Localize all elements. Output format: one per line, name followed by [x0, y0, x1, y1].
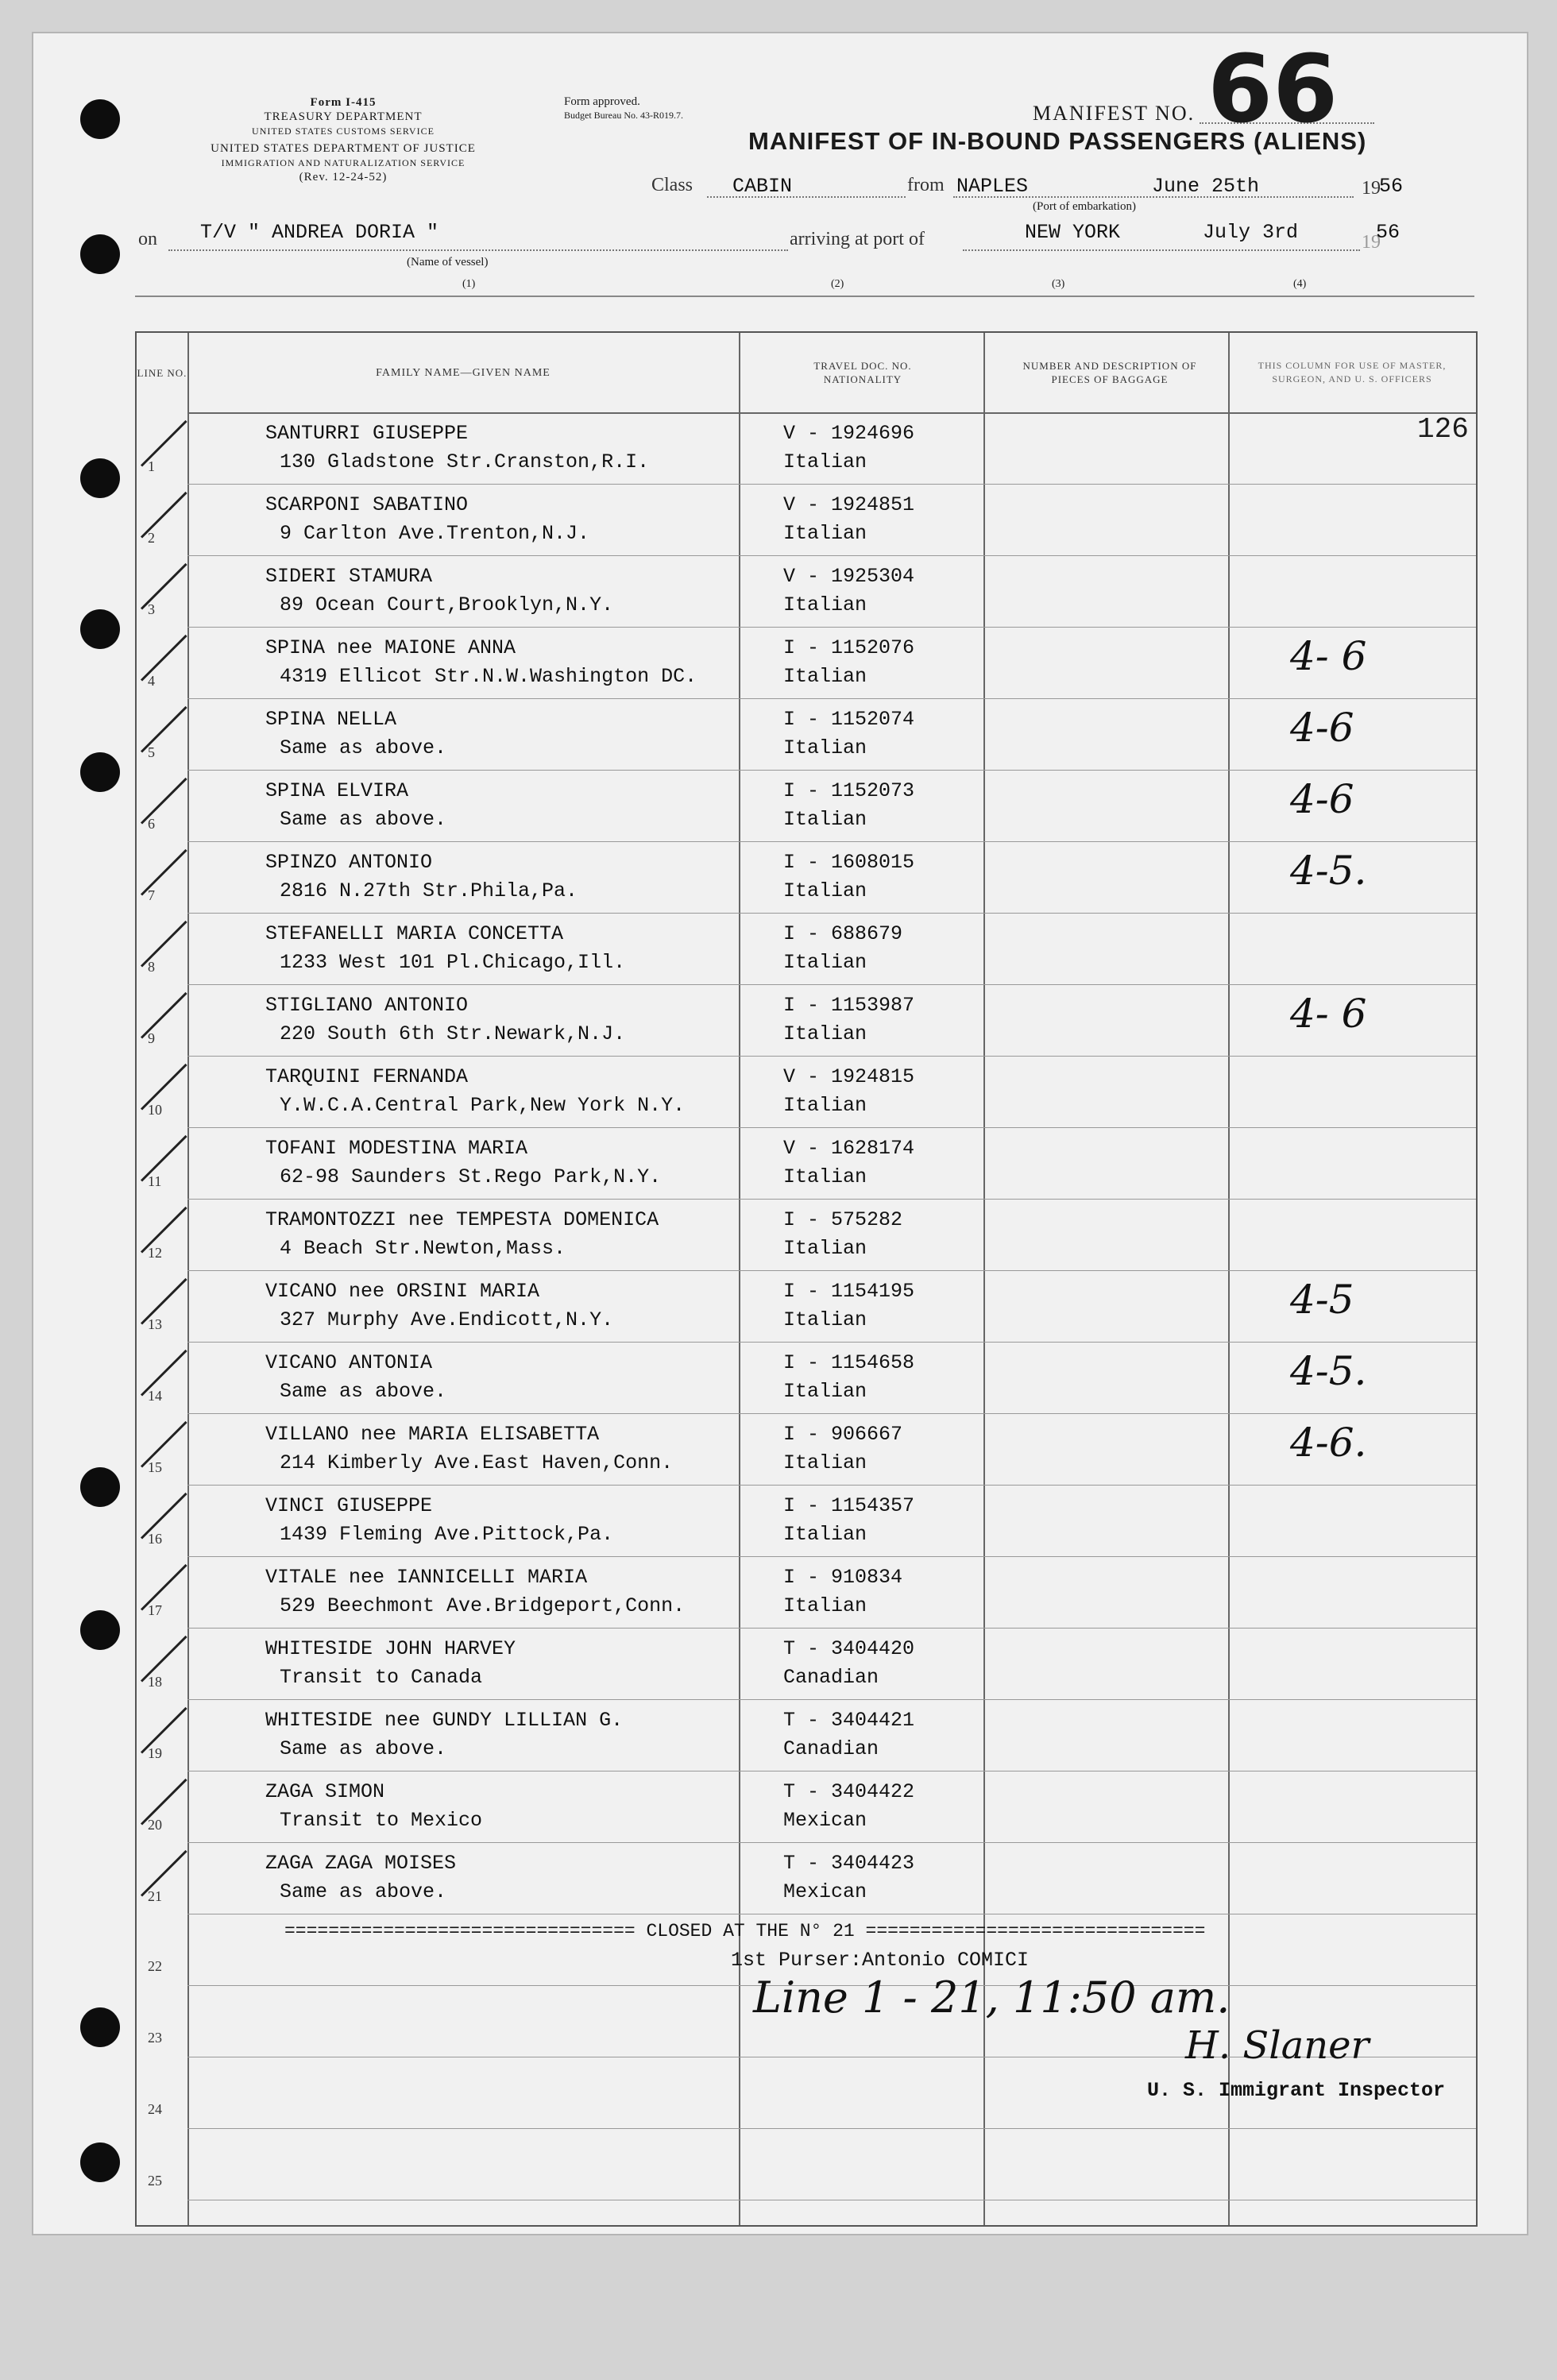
travel-doc-number: V - 1628174: [783, 1137, 915, 1160]
line-number: 4: [148, 673, 155, 689]
passenger-address: 130 Gladstone Str.Cranston,R.I.: [280, 450, 650, 473]
travel-doc-number: I - 910834: [783, 1566, 903, 1589]
empty-table-row: [137, 2128, 1476, 2200]
passenger-name: SIDERI STAMURA: [265, 565, 433, 588]
passenger-name: STEFANELLI MARIA CONCETTA: [265, 922, 564, 945]
passenger-address: 4319 Ellicot Str.N.W.Washington DC.: [280, 665, 697, 688]
from-value: NAPLES: [956, 175, 1029, 198]
arriving-label: arriving at port of: [790, 229, 925, 249]
travel-doc-number: I - 1152076: [783, 636, 915, 659]
line-number: 5: [148, 744, 155, 760]
arrival-year: 56: [1376, 221, 1401, 244]
nationality: Canadian: [783, 1666, 879, 1689]
passenger-name: SPINA ELVIRA: [265, 779, 409, 802]
nationality: Italian: [783, 1165, 867, 1188]
line-number: 8: [148, 959, 155, 975]
form-number: Form I-415: [310, 96, 377, 109]
closed-at-line: ================================ CLOSED AT THE N° 21 ===============================: [284, 1921, 1206, 1941]
travel-doc-number: I - 1152074: [783, 708, 915, 731]
from-label: from: [907, 175, 945, 195]
col-header-line-no: LINE NO.: [137, 366, 187, 379]
nationality: Italian: [783, 665, 867, 688]
departure-year: 56: [1379, 175, 1404, 198]
vessel-name: T/V " ANDREA DORIA ": [200, 221, 439, 244]
passenger-name: WHITESIDE JOHN HARVEY: [265, 1637, 516, 1660]
passenger-address: Same as above.: [280, 1380, 447, 1403]
travel-doc-number: T - 3404420: [783, 1637, 915, 1660]
col-num-4: (4): [1293, 278, 1307, 290]
passenger-address: Same as above.: [280, 736, 447, 759]
on-label: on: [138, 229, 157, 249]
travel-doc-number: T - 3404423: [783, 1852, 915, 1875]
officer-mark: 4-5.: [1290, 848, 1367, 894]
page-reference-number: 126: [1417, 413, 1469, 446]
nationality: Italian: [783, 879, 867, 902]
nationality: Mexican: [783, 1809, 867, 1832]
passenger-name: SPINA nee MAIONE ANNA: [265, 636, 516, 659]
table-row: [137, 984, 1476, 1056]
col-header-name: FAMILY NAME—GIVEN NAME: [376, 366, 551, 379]
nationality: Mexican: [783, 1880, 867, 1903]
budget-bureau: Budget Bureau No. 43-R019.7.: [564, 110, 683, 121]
passenger-name: VITALE nee IANNICELLI MARIA: [265, 1566, 588, 1589]
passenger-name: SPINA NELLA: [265, 708, 397, 731]
nationality: Italian: [783, 1594, 867, 1617]
dept-customs: UNITED STATES CUSTOMS SERVICE: [252, 126, 435, 137]
passenger-address: 1233 West 101 Pl.Chicago,Ill.: [280, 951, 626, 974]
line-number: 15: [148, 1459, 162, 1475]
passenger-address: Transit to Mexico: [280, 1809, 483, 1832]
table-row: [137, 1270, 1476, 1342]
travel-doc-number: I - 906667: [783, 1423, 903, 1446]
passenger-address: 529 Beechmont Ave.Bridgeport,Conn.: [280, 1594, 686, 1617]
passenger-address: Same as above.: [280, 808, 447, 831]
departure-date: June 25th: [1152, 175, 1260, 198]
nationality: Italian: [783, 450, 867, 473]
col-num-3: (3): [1052, 278, 1065, 290]
nationality: Italian: [783, 1308, 867, 1331]
travel-doc-number: V - 1925304: [783, 565, 915, 588]
line-number: 20: [148, 1817, 162, 1833]
punch-hole: [80, 609, 120, 649]
line-number: 21: [148, 1888, 162, 1904]
dept-justice: UNITED STATES DEPARTMENT OF JUSTICE: [211, 142, 476, 155]
passenger-name: TRAMONTOZZI nee TEMPESTA DOMENICA: [265, 1208, 659, 1231]
passenger-name: VINCI GIUSEPPE: [265, 1494, 433, 1517]
line-number: 13: [148, 1316, 162, 1332]
passenger-name: TOFANI MODESTINA MARIA: [265, 1137, 528, 1160]
line-number: 10: [148, 1102, 162, 1118]
travel-doc-number: V - 1924851: [783, 493, 915, 516]
passenger-address: Y.W.C.A.Central Park,New York N.Y.: [280, 1094, 686, 1117]
col-num-1: (1): [462, 278, 476, 290]
table-row: [137, 698, 1476, 770]
travel-doc-number: V - 1924696: [783, 422, 915, 445]
vessel-caption: (Name of vessel): [407, 256, 489, 269]
punch-hole: [80, 1610, 120, 1650]
manifest-number: 66: [1207, 34, 1339, 144]
handwritten-line-note: Line 1 - 21, 11:50 am.: [753, 1972, 1231, 2023]
nationality: Canadian: [783, 1737, 879, 1760]
table-row: [137, 841, 1476, 913]
line-number: 25: [148, 2173, 162, 2189]
passenger-name: SANTURRI GIUSEPPE: [265, 422, 469, 445]
table-row: [137, 1485, 1476, 1556]
line-number: 9: [148, 1030, 155, 1046]
officer-mark: 4-6: [1290, 776, 1354, 822]
line-number: 6: [148, 816, 155, 832]
table-row: [137, 1199, 1476, 1270]
nationality: Italian: [783, 522, 867, 545]
vessel-line: [168, 249, 788, 251]
passenger-address: 214 Kimberly Ave.East Haven,Conn.: [280, 1451, 674, 1474]
punch-hole: [80, 99, 120, 139]
table-row: [137, 1342, 1476, 1413]
col-header-officers: THIS COLUMN FOR USE OF MASTER, SURGEON, AND U. S. OFFICERS: [1258, 360, 1447, 384]
travel-doc-number: I - 1154357: [783, 1494, 915, 1517]
arrival-port: NEW YORK: [1025, 221, 1121, 244]
officer-mark: 4- 6: [1290, 633, 1367, 679]
col-header-baggage: NUMBER AND DESCRIPTION OF PIECES OF BAGGAGE: [1022, 360, 1197, 385]
travel-doc-number: T - 3404422: [783, 1780, 915, 1803]
passenger-name: VICANO nee ORSINI MARIA: [265, 1280, 540, 1303]
passenger-address: 327 Murphy Ave.Endicott,N.Y.: [280, 1308, 614, 1331]
header-rule: [135, 296, 1474, 297]
punch-hole: [80, 458, 120, 498]
nationality: Italian: [783, 1451, 867, 1474]
line-number: 17: [148, 1602, 162, 1618]
line-number: 14: [148, 1388, 162, 1404]
travel-doc-number: I - 575282: [783, 1208, 903, 1231]
nationality: Italian: [783, 1237, 867, 1260]
passenger-address: 89 Ocean Court,Brooklyn,N.Y.: [280, 593, 614, 616]
passenger-name: SPINZO ANTONIO: [265, 851, 433, 874]
table-row: [137, 484, 1476, 555]
form-agency-block: [137, 95, 550, 184]
form-approved: Form approved.: [564, 95, 640, 108]
passenger-address: Same as above.: [280, 1880, 447, 1903]
line-number: 1: [148, 458, 155, 474]
travel-doc-number: I - 1153987: [783, 994, 915, 1017]
manifest-no-label: MANIFEST NO.: [1033, 102, 1196, 125]
passenger-address: 220 South 6th Str.Newark,N.J.: [280, 1022, 626, 1045]
line-number: 18: [148, 1674, 162, 1690]
line-number: 22: [148, 1958, 162, 1974]
table-row: [137, 1699, 1476, 1771]
arrival-year-prefix: 19: [1362, 232, 1381, 253]
table-row: [137, 627, 1476, 698]
line-number: 3: [148, 601, 155, 617]
nationality: Italian: [783, 808, 867, 831]
manifest-title: MANIFEST OF IN-BOUND PASSENGERS (ALIENS): [748, 127, 1367, 155]
passenger-address: Transit to Canada: [280, 1666, 483, 1689]
travel-doc-number: V - 1924815: [783, 1065, 915, 1088]
passenger-address: 4 Beach Str.Newton,Mass.: [280, 1237, 566, 1260]
line-number: 16: [148, 1531, 162, 1547]
nationality: Italian: [783, 593, 867, 616]
officer-mark: 4-6.: [1290, 1420, 1367, 1466]
table-row: [137, 770, 1476, 841]
departure-year-prefix: 19: [1362, 178, 1381, 199]
table-row: [137, 1771, 1476, 1842]
line-number: 12: [148, 1245, 162, 1261]
passenger-name: ZAGA SIMON: [265, 1780, 385, 1803]
punch-hole: [80, 234, 120, 274]
passenger-address: Same as above.: [280, 1737, 447, 1760]
punch-hole: [80, 2007, 120, 2047]
officer-mark: 4-5: [1290, 1277, 1354, 1323]
table-row: [137, 1628, 1476, 1699]
nationality: Italian: [783, 1094, 867, 1117]
passenger-name: ZAGA ZAGA MOISES: [265, 1852, 457, 1875]
table-row: [137, 555, 1476, 627]
line-number: 24: [148, 2101, 162, 2117]
passenger-name: VICANO ANTONIA: [265, 1351, 433, 1374]
travel-doc-number: I - 1152073: [783, 779, 915, 802]
passenger-address: 2816 N.27th Str.Phila,Pa.: [280, 879, 578, 902]
class-value: CABIN: [732, 175, 793, 198]
form-revision: (Rev. 12-24-52): [299, 171, 388, 184]
passenger-table: [135, 331, 1478, 2227]
officer-mark: 4-6: [1290, 705, 1354, 751]
inspector-signature: H. Slaner: [1185, 2023, 1370, 2068]
line-number: 7: [148, 887, 155, 903]
passenger-name: WHITESIDE nee GUNDY LILLIAN G.: [265, 1709, 624, 1732]
dept-treasury: TREASURY DEPARTMENT: [264, 110, 423, 123]
arrival-line: [963, 249, 1360, 251]
line-number: 23: [148, 2030, 162, 2046]
class-label: Class: [651, 175, 694, 195]
col-header-travel-doc: TRAVEL DOC. NO. NATIONALITY: [813, 360, 912, 385]
table-row: [137, 1842, 1476, 1914]
passenger-address: 62-98 Saunders St.Rego Park,N.Y.: [280, 1165, 662, 1188]
passenger-name: VILLANO nee MARIA ELISABETTA: [265, 1423, 600, 1446]
table-row: [137, 1127, 1476, 1199]
passenger-name: STIGLIANO ANTONIO: [265, 994, 469, 1017]
approval-block: [564, 95, 683, 122]
table-row: [137, 1413, 1476, 1485]
inspector-title: U. S. Immigrant Inspector: [1147, 2079, 1446, 2102]
nationality: Italian: [783, 1380, 867, 1403]
punch-hole: [80, 2142, 120, 2182]
nationality: Italian: [783, 951, 867, 974]
dept-ins: IMMIGRATION AND NATURALIZATION SERVICE: [221, 157, 466, 168]
table-row: [137, 1056, 1476, 1127]
arrival-date: July 3rd: [1203, 221, 1299, 244]
table-row: [137, 1556, 1476, 1628]
passenger-address: 1439 Fleming Ave.Pittock,Pa.: [280, 1523, 614, 1546]
officer-mark: 4-5.: [1290, 1348, 1367, 1394]
line-number: 2: [148, 530, 155, 546]
embarkation-caption: (Port of embarkation): [1033, 200, 1136, 213]
nationality: Italian: [783, 1022, 867, 1045]
line-number: 19: [148, 1745, 162, 1761]
manifest-sheet: [32, 32, 1528, 2235]
travel-doc-number: I - 1154195: [783, 1280, 915, 1303]
travel-doc-number: T - 3404421: [783, 1709, 915, 1732]
travel-doc-number: I - 1608015: [783, 851, 915, 874]
punch-hole: [80, 1467, 120, 1507]
travel-doc-number: I - 688679: [783, 922, 903, 945]
passenger-name: TARQUINI FERNANDA: [265, 1065, 469, 1088]
passenger-name: SCARPONI SABATINO: [265, 493, 469, 516]
table-row: [137, 913, 1476, 984]
officer-mark: 4- 6: [1290, 991, 1367, 1037]
passenger-address: 9 Carlton Ave.Trenton,N.J.: [280, 522, 590, 545]
travel-doc-number: I - 1154658: [783, 1351, 915, 1374]
line-number: 11: [148, 1173, 162, 1189]
col-num-2: (2): [831, 278, 844, 290]
nationality: Italian: [783, 736, 867, 759]
purser-name: 1st Purser:Antonio COMICI: [731, 1949, 1030, 1972]
table-row: [137, 412, 1476, 484]
nationality: Italian: [783, 1523, 867, 1546]
punch-hole: [80, 752, 120, 792]
